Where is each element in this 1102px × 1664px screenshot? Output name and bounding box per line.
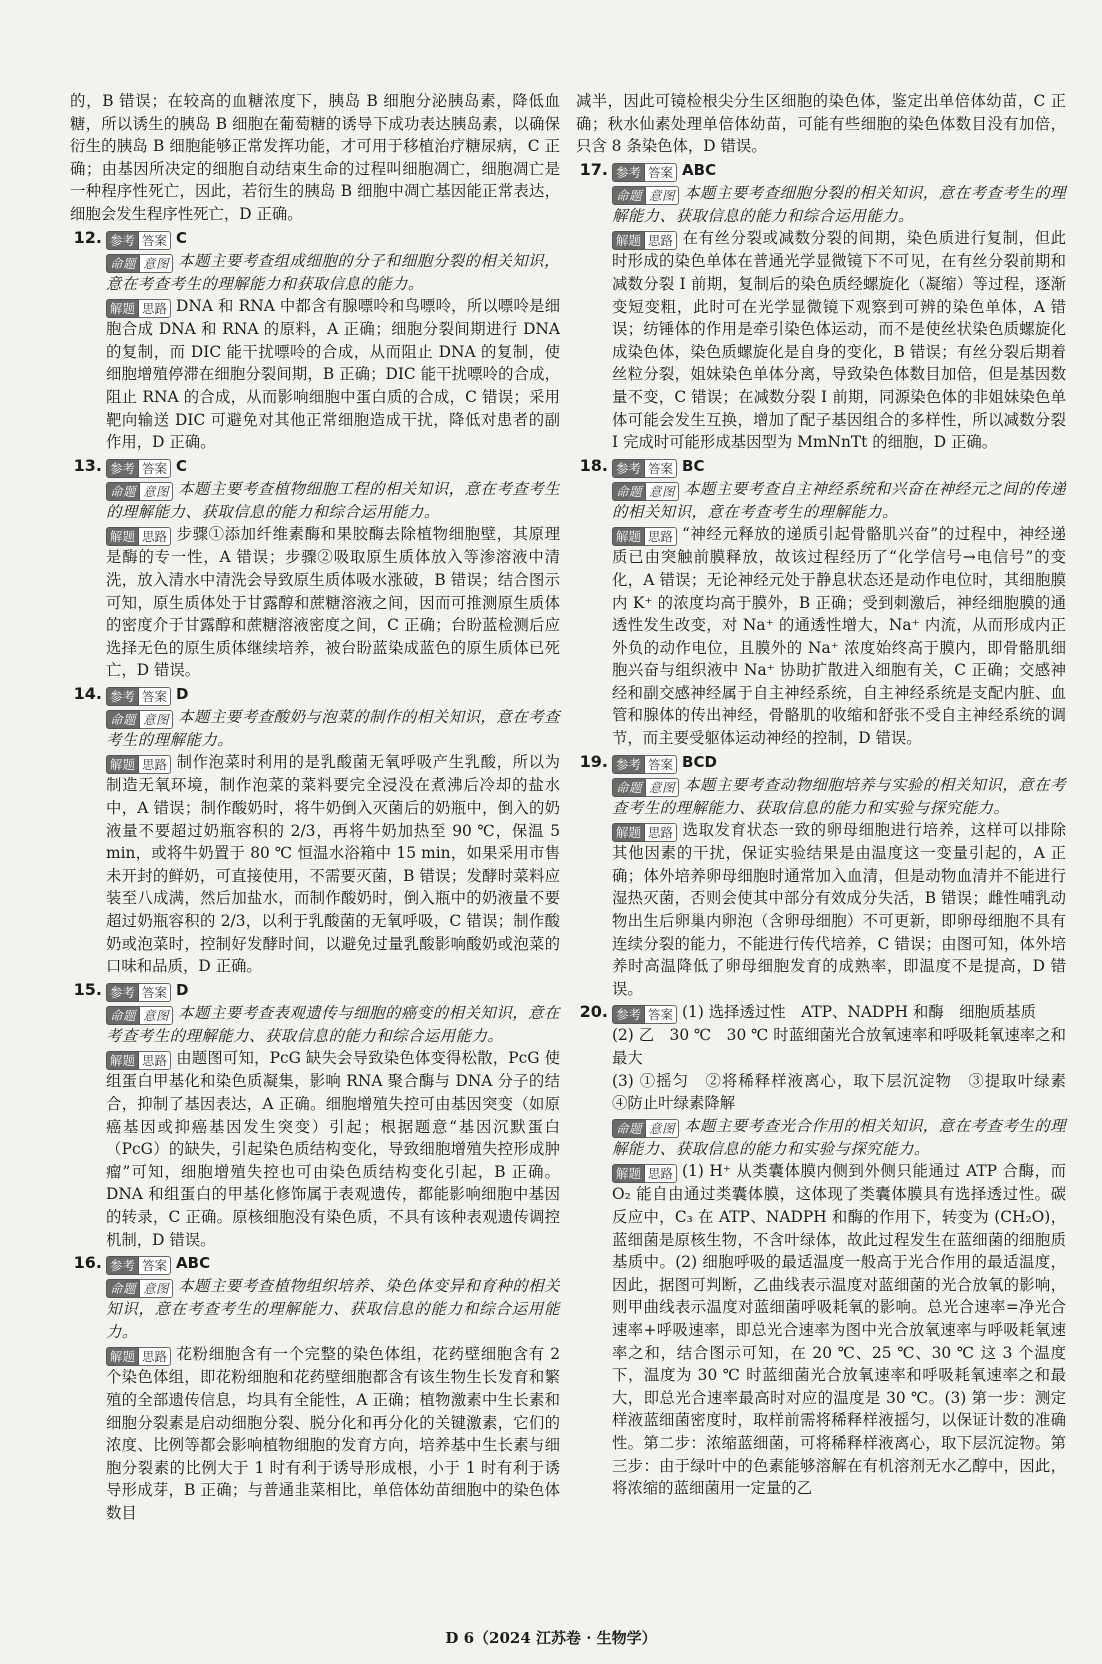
question-12 — [70, 227, 560, 454]
answer-value: ABC — [682, 160, 717, 179]
intent-tag: 命题 意图 — [612, 1119, 679, 1138]
solution-block: 解题 思路 花粉细胞含有一个完整的染色体组，花药壁细胞含有 2 个染色体组，即花粉细胞和花药壁细胞都含有该生物生长发育和繁殖的全部遗传信息，均具有全能性，A 正确；植物激素中生长素和细胞分裂素是启动细胞分裂、脱分化和再分化的关键激素，它们的浓度、比例等都会影响植物细胞的发育方向，培养基中生长素与细胞分裂素的比例大于 1 时有利于诱导形成根，小于 1 时有利于诱导形成芽，B 正确；与普通韭菜相比，单倍体幼苗细胞中的染色体数目 — [106, 1345, 560, 1522]
continued-text: 减半，因此可镜检根尖分生区细胞的染色体，鉴定出单倍体幼苗，C 正确；秋水仙素处理单倍体幼苗，可能有些细胞的染色体数目没有加倍，只含 8 条染色体，D 错误。 — [576, 92, 1066, 156]
question-number: 20. — [579, 1002, 608, 1022]
solution-tag: 解题 思路 — [106, 755, 171, 774]
intent-tag: 命题 意图 — [106, 1006, 173, 1025]
question-number: 19. — [579, 751, 608, 771]
answer-value: D — [176, 684, 189, 703]
answer-tag: 参考 答案 — [106, 231, 171, 250]
question-number: 17. — [579, 159, 608, 179]
solution-tag: 解题 思路 — [106, 1347, 171, 1366]
solution-tag: 解题 思路 — [612, 527, 677, 546]
intent-tag: 命题 意图 — [106, 254, 173, 273]
intent-block: 命题 意图 本题主要考查表观遗传与细胞的癌变的相关知识，意在考查考生的理解能力、获取信息的能力和综合运用能力。 — [106, 1003, 560, 1045]
answer-line — [612, 159, 1066, 182]
question-number: 14. — [73, 683, 102, 703]
answer-line — [612, 455, 1066, 478]
solution-tag: 解题 思路 — [612, 1164, 677, 1183]
intent-tag: 命题 意图 — [612, 778, 679, 797]
question-16 — [70, 1252, 560, 1524]
solution-block: 解题 思路 制作泡菜时利用的是乳酸菌无氧呼吸产生乳酸，所以为制造无氧环境，制作泡菜的菜料要完全浸没在煮沸后冷却的盐水中，A 错误；制作酸奶时，将牛奶倒入灭菌后的奶瓶中，倒入的奶液量不要超过奶瓶容积的 2/3，再将牛奶加热至 90 ℃，保温 5 min，或将牛奶置于 80 ℃ 恒温水浴箱中 15 min，如果采用市售未开封的鲜奶，可直接使用，不需要灭菌，B 错误；发酵时菜料应装至八成满，然后加盐水，而制作酸奶时，倒入瓶中的奶液量不要超过奶瓶容积的 2/3，以利于乳酸菌的无氧呼吸，C 错误；制作酸奶或泡菜时，控制好发酵时间，以避免过量乳酸影响酸奶或泡菜的口味和品质，D 正确。 — [106, 753, 560, 976]
question-13 — [70, 455, 560, 682]
intent-block: 命题 意图 本题主要考查光合作用的相关知识，意在考查考生的理解能力、获取信息的能力和实验与探究能力。 — [612, 1116, 1066, 1158]
answer-line — [106, 1252, 560, 1275]
solution-block: 解题 思路 DNA 和 RNA 中都含有腺嘌呤和鸟嘌呤，所以嘌呤是细胞合成 DNA 和 RNA 的原料，A 正确；细胞分裂间期进行 DNA 的复制，而 DIC 能干扰嘌呤的合成，从而阻止 DNA 的复制，使细胞增殖停滞在细胞分裂间期，B 正确；DIC 能干扰嘌呤的合成，阻止 RNA 的合成，从而影响细胞中蛋白质的合成，C 错误；采用靶向输送 DIC 可避免对其他正常细胞造成干扰，降低对患者的副作用，D 正确。 — [106, 297, 560, 452]
answer-tag: 参考 答案 — [612, 163, 677, 182]
question-14 — [70, 683, 560, 978]
question-number: 16. — [73, 1253, 102, 1273]
answer-line — [106, 683, 560, 706]
answer-line — [612, 1001, 1066, 1024]
solution-block: 解题 思路 在有丝分裂或减数分裂的间期，染色质进行复制，但此时形成的染色单体在普通光学显微镜下不可见，在有丝分裂前期和减数分裂 Ⅰ 前期，复制后的染色质经螺旋化（凝缩）等过程，逐渐变短变粗，此时可在光学显微镜下观察到可辨的染色单体，A 错误；纺锤体的作用是牵引染色体运动，而不是使丝状染色质螺旋化成染色体，染色质螺旋化是自身的变化，B 错误；有丝分裂后期着丝粒分裂，姐妹染色单体分离，导致染色体数目加倍，但是基因数量不变，C 错误；在减数分裂 Ⅰ 前期，同源染色体的非姐妹染色单体可能会发生互换，增加了配子基因组合的多样性，所以减数分裂 Ⅰ 完成时可能形成基因型为 MmNnTt 的细胞，D 正确。 — [612, 229, 1066, 452]
question-17 — [576, 159, 1066, 454]
solution-tag: 解题 思路 — [612, 231, 677, 250]
intent-tag: 命题 意图 — [612, 482, 679, 501]
answer-line — [612, 751, 1066, 774]
intent-block: 命题 意图 本题主要考查动物细胞培养与实验的相关知识，意在考查考生的理解能力、获取信息的能力和实验与探究能力。 — [612, 775, 1066, 817]
intent-tag: 命题 意图 — [106, 1279, 173, 1298]
solution-block: 解题 思路 由题图可知，PcG 缺失会导致染色体变得松散，PcG 使组蛋白甲基化和染色质凝集，影响 RNA 聚合酶与 DNA 分子的结合，抑制了基因表达，A 正确。细胞增殖失控可由基因突变（如原癌基因或抑癌基因发生突变）引起；根据题意“基因沉默蛋白（PcG）的缺失，引起染色质结构变化，导致细胞增殖失控形成肿瘤”可知，细胞增殖失控也可由染色质结构变化引起，B 正确。DNA 和组蛋白的甲基化修饰属于表观遗传，都能影响细胞中基因的转录，C 正确。原核细胞没有染色质，不具有该种表观遗传调控机制，D 错误。 — [106, 1049, 560, 1249]
intent-tag: 命题 意图 — [106, 710, 173, 729]
answer-line — [106, 979, 560, 1002]
solution-block: 解题 思路 步骤①添加纤维素酶和果胶酶去除植物细胞壁，其原理是酶的专一性，A 错误；步骤②吸取原生质体放入等渗溶液中清洗，放入清水中清洗会导致原生质体吸水涨破，B 错误；结合图示可知，原生质体处于甘露醇和蔗糖溶液之间，因而可推测原生质体的密度介于甘露醇和蔗糖溶液密度之间，C 正确；台盼蓝检测后应选择无色的原生质体继续培养，被台盼蓝染成蓝色的原生质体已死亡，D 错误。 — [106, 525, 560, 680]
question-number: 15. — [73, 979, 102, 999]
answer-tag: 参考 答案 — [106, 687, 171, 706]
question-number: 18. — [579, 455, 608, 475]
question-18 — [576, 455, 1066, 750]
answer-value: BCD — [682, 752, 717, 771]
answer-tag: 参考 答案 — [106, 1256, 171, 1275]
intent-tag: 命题 意图 — [106, 482, 173, 501]
answer-value: C — [176, 228, 188, 247]
intent-block: 命题 意图 本题主要考查植物组织培养、染色体变异和育种的相关知识，意在考查考生的理解能力、获取信息的能力和综合运用能力。 — [106, 1277, 560, 1341]
intent-block: 命题 意图 本题主要考查自主神经系统和兴奋在神经元之间的传递的相关知识，意在考查考生的理解能力。 — [612, 479, 1066, 521]
solution-tag: 解题 思路 — [612, 823, 677, 842]
solution-tag: 解题 思路 — [106, 1051, 171, 1070]
answer-value: ABC — [176, 1254, 211, 1273]
question-20 — [576, 1001, 1082, 1499]
answer-tag: 参考 答案 — [612, 1005, 677, 1024]
intent-block: 命题 意图 本题主要考查酸奶与泡菜的制作的相关知识，意在考查考生的理解能力。 — [106, 707, 560, 749]
answer-line-3: (3) ①摇匀 ②将稀释样液离心，取下层沉淀物 ③提取叶绿素 ④防止叶绿素降解 — [612, 1071, 1082, 1113]
question-number: 12. — [73, 227, 102, 247]
answer-tag: 参考 答案 — [106, 459, 171, 478]
solution-block: 解题 思路 选取发育状态一致的卵母细胞进行培养，这样可以排除其他因素的干扰，保证实验结果是由温度这一变量引起的，A 正确；体外培养卵母细胞时通常加入血清，但是动物血清并不能进行湿热灭菌，否则会使其中部分有效成分失活，B 错误；雌性哺乳动物出生后卵巢内卵泡（含卵母细胞）不可更新，即卵母细胞不具有连续分裂的能力，不能进行传代培养，C 错误；由图可知，体外培养时高温降低了卵母细胞发育的成熟率，即温度不是提高，D 错误。 — [612, 821, 1066, 998]
solution-tag: 解题 思路 — [106, 299, 171, 318]
answer-value: BC — [682, 456, 705, 475]
question-15 — [70, 979, 560, 1251]
intent-tag: 命题 意图 — [612, 186, 679, 205]
question-19 — [576, 751, 1066, 1001]
answer-tag: 参考 答案 — [612, 755, 677, 774]
intent-block: 命题 意图 本题主要考查细胞分裂的相关知识，意在考查考生的理解能力、获取信息的能力和综合运用能力。 — [612, 183, 1066, 225]
page-footer: D 6（2024 江苏卷 · 生物学） — [445, 1629, 657, 1647]
question-number: 13. — [73, 455, 102, 475]
right-column — [576, 90, 1082, 1500]
answer-line-1: (1) 选择透过性 ATP、NADPH 和酶 细胞质基质 — [682, 1003, 1037, 1022]
continued-text: 的，B 错误；在较高的血糖浓度下，胰岛 B 细胞分泌胰岛素，降低血糖，所以诱生的胰岛 B 细胞在葡萄糖的诱导下成功表达胰岛素，以确保衍生的胰岛 B 细胞能够正常发挥功能，才可用于移植治疗糖尿病，C 正确；由基因所决定的细胞自动结束生命的过程叫细胞凋亡，细胞凋亡是一种程序性死亡，因此，若衍生的胰岛 B 细胞中凋亡基因能正常表达，细胞会发生程序性死亡，D 正确。 — [70, 92, 560, 223]
answer-value: D — [176, 980, 189, 999]
solution-block: 解题 思路 “神经元释放的递质引起骨骼肌兴奋”的过程中，神经递质已由突触前膜释放，故该过程经历了“化学信号→电信号”的变化，A 错误；无论神经元处于静息状态还是动作电位时，其细胞膜内 K⁺ 的浓度均高于膜外，B 正确；受到刺激后，神经细胞膜的通透性发生改变，对 Na⁺ 的通透性增大，Na⁺ 内流，从而形成内正外负的动作电位，且膜外的 Na⁺ 浓度始终高于膜内，即骨骼肌细胞兴奋与组织液中 Na⁺ 协助扩散进入细胞有关，C 正确；交感神经和副交感神经属于自主神经系统，自主神经系统是支配内脏、血管和腺体的传出神经，骨骼肌的收缩和舒张不受自主神经系统的调节，而主要受躯体运动神经的控制，D 错误。 — [612, 525, 1066, 748]
solution-block: 解题 思路 (1) H⁺ 从类囊体膜内侧到外侧只能通过 ATP 合酶，而 O₂ 能自由通过类囊体膜，这体现了类囊体膜具有选择透过性。碳反应中，C₃ 在 ATP、NADPH 和酶的作用下，转变为 (CH₂O)，蓝细菌是原核生物，不含叶绿体，故此过程发生在蓝细菌的细胞质基质中。(2) 细胞呼吸的最适温度一般高于光合作用的最适温度，因此，据图可判断，乙曲线表示温度对蓝细菌的光合放氧的影响，则甲曲线表示温度对蓝细菌呼吸耗氧的影响。总光合速率=净光合速率+呼吸速率，即总光合速率为图中光合放氧速率与呼吸耗氧速率之和，结合图示可知，在 20 ℃、25 ℃、30 ℃ 这 3 个温度下，温度为 30 ℃ 时蓝细菌光合放氧速率和呼吸耗氧速率之和最大，即总光合速率最高时对应的温度是 30 ℃。(3) 第一步：测定样液蓝细菌密度时，取样前需将稀释样液摇匀，以保证计数的准确性。第二步：浓缩蓝细菌，可将稀释样液离心，取下层沉淀物。第三步：由于绿叶中的色素能够溶解在有机溶剂无水乙醇中，因此，将浓缩的蓝细菌用一定量的乙 — [612, 1162, 1066, 1498]
intent-block: 命题 意图 本题主要考查植物细胞工程的相关知识，意在考查考生的理解能力、获取信息的能力和综合运用能力。 — [106, 479, 560, 521]
answer-tag: 参考 答案 — [106, 983, 171, 1002]
answer-line — [106, 227, 560, 250]
solution-tag: 解题 思路 — [106, 527, 171, 546]
answer-value: C — [176, 456, 188, 475]
left-column — [70, 90, 560, 1525]
answer-line-2: (2) 乙 30 ℃ 30 ℃ 时蓝细菌光合放氧速率和呼吸耗氧速率之和最大 — [612, 1026, 1066, 1067]
answer-tag: 参考 答案 — [612, 459, 677, 478]
intent-block: 命题 意图 本题主要考查组成细胞的分子和细胞分裂的相关知识，意在考查考生的理解能力和获取信息的能力。 — [106, 251, 560, 293]
answer-line — [106, 455, 560, 478]
